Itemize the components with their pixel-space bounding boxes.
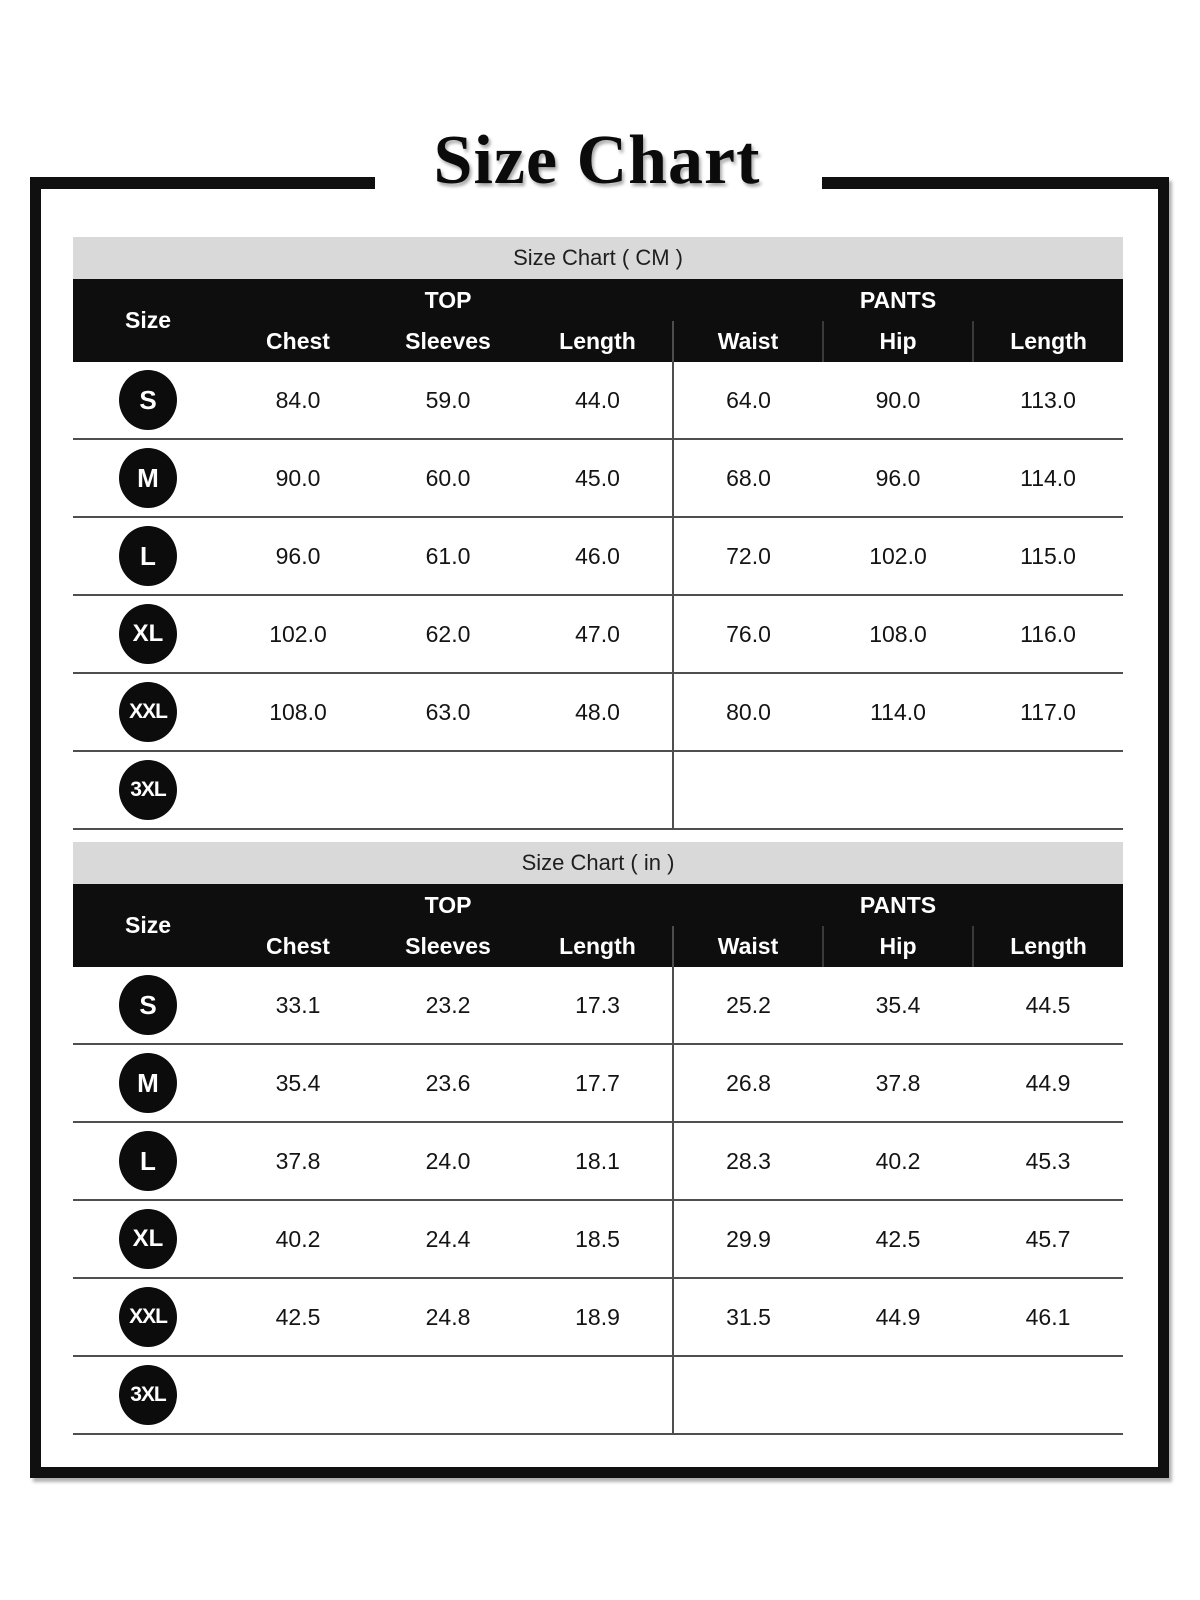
- length-top-column-header: Length: [523, 926, 673, 967]
- measurement-cell: 96.0: [223, 517, 373, 595]
- measurement-cell: [523, 1356, 673, 1434]
- measurement-cell: 46.1: [973, 1278, 1123, 1356]
- measurement-cell: 108.0: [823, 595, 973, 673]
- top-group-header: TOP: [223, 279, 673, 321]
- measurement-cell: [823, 1356, 973, 1434]
- cm-title-band: [73, 237, 1123, 279]
- size-cell: [73, 1200, 223, 1278]
- table-row: [73, 1356, 1123, 1434]
- length-pants-column-header: Length: [973, 321, 1123, 362]
- in-group-header-row: [73, 884, 1123, 926]
- size-badge: 3XL: [119, 1365, 177, 1425]
- cm-table-body: [73, 362, 1123, 829]
- size-badge: XL: [119, 604, 177, 664]
- measurement-cell: 116.0: [973, 595, 1123, 673]
- table-title: Size Chart ( in ): [73, 842, 1123, 884]
- measurement-cell: 40.2: [823, 1122, 973, 1200]
- table-row: [73, 595, 1123, 673]
- measurement-cell: 44.5: [973, 967, 1123, 1044]
- measurement-cell: 26.8: [673, 1044, 823, 1122]
- measurement-cell: 113.0: [973, 362, 1123, 439]
- measurement-cell: 17.7: [523, 1044, 673, 1122]
- table-row: [73, 1044, 1123, 1122]
- pants-group-header: PANTS: [673, 884, 1123, 926]
- measurement-cell: 90.0: [223, 439, 373, 517]
- size-badge: XXL: [119, 682, 177, 742]
- size-badge: XXL: [119, 1287, 177, 1347]
- size-badge: S: [119, 975, 177, 1035]
- measurement-cell: [823, 751, 973, 829]
- size-badge: 3XL: [119, 760, 177, 820]
- measurement-cell: 102.0: [823, 517, 973, 595]
- measurement-cell: 24.4: [373, 1200, 523, 1278]
- measurement-cell: 42.5: [223, 1278, 373, 1356]
- measurement-cell: 44.9: [973, 1044, 1123, 1122]
- measurement-cell: 17.3: [523, 967, 673, 1044]
- measurement-cell: 40.2: [223, 1200, 373, 1278]
- size-chart-in-table: [73, 842, 1123, 1435]
- measurement-cell: 44.9: [823, 1278, 973, 1356]
- measurement-cell: 61.0: [373, 517, 523, 595]
- measurement-cell: 28.3: [673, 1122, 823, 1200]
- measurement-cell: 46.0: [523, 517, 673, 595]
- size-cell: [73, 439, 223, 517]
- size-cell: [73, 1356, 223, 1434]
- measurement-cell: 114.0: [823, 673, 973, 751]
- measurement-cell: 80.0: [673, 673, 823, 751]
- measurement-cell: 108.0: [223, 673, 373, 751]
- measurement-cell: 25.2: [673, 967, 823, 1044]
- measurement-cell: 45.7: [973, 1200, 1123, 1278]
- size-cell: [73, 517, 223, 595]
- pants-group-header: PANTS: [673, 279, 1123, 321]
- table-row: [73, 439, 1123, 517]
- measurement-cell: [373, 751, 523, 829]
- measurement-cell: 29.9: [673, 1200, 823, 1278]
- cm-group-header-row: [73, 279, 1123, 321]
- measurement-cell: 76.0: [673, 595, 823, 673]
- chest-column-header: Chest: [223, 321, 373, 362]
- table-row: [73, 967, 1123, 1044]
- measurement-cell: 68.0: [673, 439, 823, 517]
- table-row: [73, 1122, 1123, 1200]
- in-table-header: [73, 842, 1123, 967]
- in-sub-header-row: [73, 926, 1123, 967]
- length-top-column-header: Length: [523, 321, 673, 362]
- size-cell: [73, 673, 223, 751]
- measurement-cell: 62.0: [373, 595, 523, 673]
- measurement-cell: [373, 1356, 523, 1434]
- measurement-cell: [223, 751, 373, 829]
- size-cell: [73, 967, 223, 1044]
- measurement-cell: 37.8: [823, 1044, 973, 1122]
- hip-column-header: Hip: [823, 926, 973, 967]
- measurement-cell: 114.0: [973, 439, 1123, 517]
- size-cell: [73, 1044, 223, 1122]
- measurement-cell: 18.9: [523, 1278, 673, 1356]
- measurement-cell: 42.5: [823, 1200, 973, 1278]
- size-cell: [73, 751, 223, 829]
- measurement-cell: [973, 1356, 1123, 1434]
- length-pants-column-header: Length: [973, 926, 1123, 967]
- measurement-cell: 23.6: [373, 1044, 523, 1122]
- measurement-cell: 84.0: [223, 362, 373, 439]
- measurement-cell: 117.0: [973, 673, 1123, 751]
- measurement-cell: 33.1: [223, 967, 373, 1044]
- page-title: Size Chart: [433, 122, 761, 199]
- cm-table-header: [73, 237, 1123, 362]
- measurement-cell: 23.2: [373, 967, 523, 1044]
- measurement-cell: 18.1: [523, 1122, 673, 1200]
- measurement-cell: 60.0: [373, 439, 523, 517]
- measurement-cell: 72.0: [673, 517, 823, 595]
- measurement-cell: 90.0: [823, 362, 973, 439]
- measurement-cell: 45.0: [523, 439, 673, 517]
- top-group-header: TOP: [223, 884, 673, 926]
- size-cell: [73, 1122, 223, 1200]
- measurement-cell: 37.8: [223, 1122, 373, 1200]
- table-title: Size Chart ( CM ): [73, 237, 1123, 279]
- measurement-cell: 35.4: [823, 967, 973, 1044]
- measurement-cell: 48.0: [523, 673, 673, 751]
- measurement-cell: 45.3: [973, 1122, 1123, 1200]
- size-badge: L: [119, 1131, 177, 1191]
- chest-column-header: Chest: [223, 926, 373, 967]
- size-column-header: Size: [73, 279, 223, 362]
- size-cell: [73, 1278, 223, 1356]
- size-column-header: Size: [73, 884, 223, 967]
- waist-column-header: Waist: [673, 926, 823, 967]
- sleeves-column-header: Sleeves: [373, 321, 523, 362]
- measurement-cell: 31.5: [673, 1278, 823, 1356]
- size-badge: M: [119, 448, 177, 508]
- size-badge: S: [119, 370, 177, 430]
- table-row: [73, 673, 1123, 751]
- measurement-cell: [673, 1356, 823, 1434]
- size-badge: M: [119, 1053, 177, 1113]
- measurement-cell: 24.0: [373, 1122, 523, 1200]
- measurement-cell: 64.0: [673, 362, 823, 439]
- size-cell: [73, 595, 223, 673]
- size-chart-cm-table: [73, 237, 1123, 830]
- size-badge: L: [119, 526, 177, 586]
- table-row: [73, 1200, 1123, 1278]
- size-cell: [73, 362, 223, 439]
- table-row: [73, 751, 1123, 829]
- measurement-cell: 35.4: [223, 1044, 373, 1122]
- measurement-cell: 63.0: [373, 673, 523, 751]
- table-row: [73, 362, 1123, 439]
- in-table-body: [73, 967, 1123, 1434]
- measurement-cell: [673, 751, 823, 829]
- measurement-cell: 47.0: [523, 595, 673, 673]
- measurement-cell: [973, 751, 1123, 829]
- measurement-cell: 18.5: [523, 1200, 673, 1278]
- table-row: [73, 517, 1123, 595]
- cm-sub-header-row: [73, 321, 1123, 362]
- measurement-cell: 115.0: [973, 517, 1123, 595]
- measurement-cell: 96.0: [823, 439, 973, 517]
- measurement-cell: 44.0: [523, 362, 673, 439]
- waist-column-header: Waist: [673, 321, 823, 362]
- measurement-cell: 24.8: [373, 1278, 523, 1356]
- hip-column-header: Hip: [823, 321, 973, 362]
- in-title-band: [73, 842, 1123, 884]
- measurement-cell: 102.0: [223, 595, 373, 673]
- sleeves-column-header: Sleeves: [373, 926, 523, 967]
- measurement-cell: [523, 751, 673, 829]
- measurement-cell: 59.0: [373, 362, 523, 439]
- measurement-cell: [223, 1356, 373, 1434]
- size-badge: XL: [119, 1209, 177, 1269]
- table-row: [73, 1278, 1123, 1356]
